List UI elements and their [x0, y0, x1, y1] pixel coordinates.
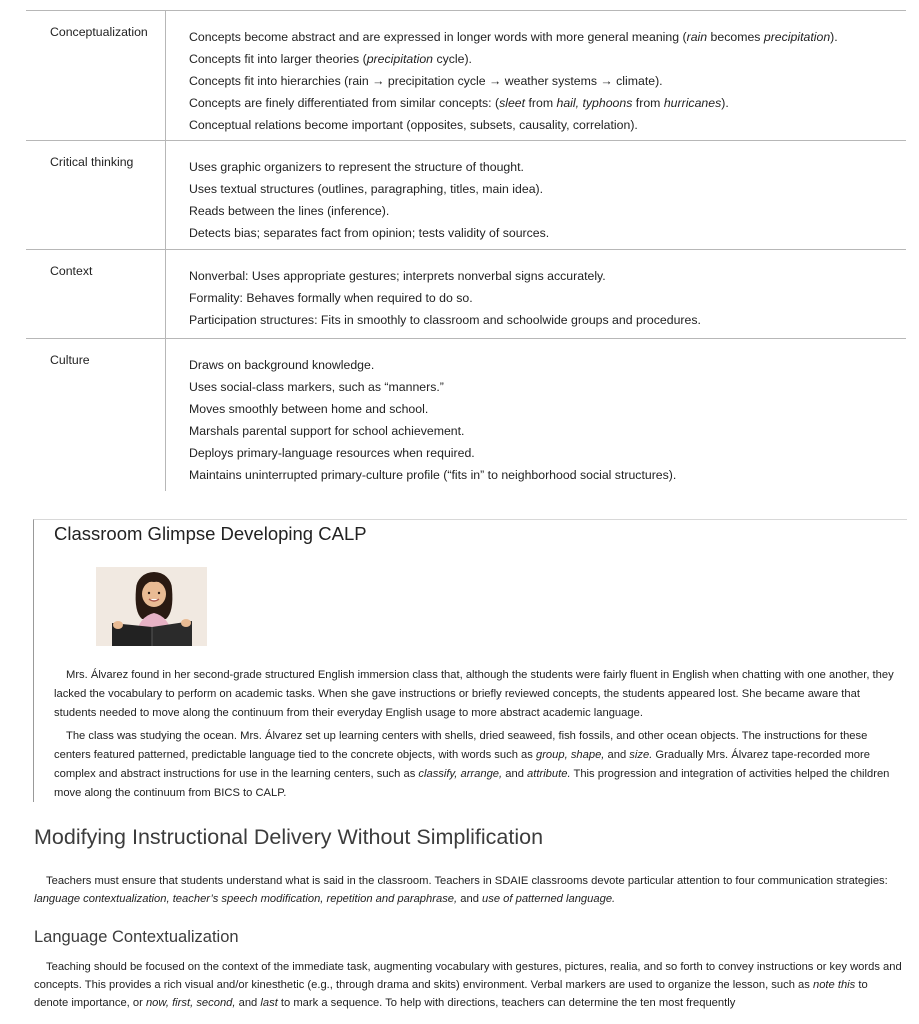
row-items [166, 339, 676, 491]
row-item: Moves smoothly between home and school. [189, 402, 429, 416]
source-line [0, 0, 1, 1]
row-item: Nonverbal: Uses appropriate gestures; interprets nonverbal signs accurately. [189, 269, 606, 283]
row-item: Conceptual relations become important (opposites, subsets, causality, correlation). [189, 118, 638, 132]
row-item: Detects bias; separates fact from opinion; tests validity of sources. [189, 226, 550, 240]
girl-reading-photo [96, 567, 207, 646]
row-category: Critical thinking [26, 141, 166, 249]
row-item: Concepts fit into larger theories (precipitation cycle). [189, 52, 472, 66]
text-run-italic: attribute. [527, 768, 571, 780]
text-run: Teachers must ensure that students understand what is said in the classroom. Teachers in SDAIE classrooms devote particular attention to four communication strategies: [46, 875, 888, 887]
table-row [26, 250, 906, 339]
section-heading: Modifying Instructional Delivery Without Simplification [34, 825, 544, 849]
section-paragraph-1 [34, 872, 904, 908]
text-run-italic: note this [812, 979, 856, 991]
row-item: Deploys primary-language resources when required. [189, 446, 475, 460]
text-run: The class was studying the ocean. Mrs. Álvarez set up learning centers with shells, dried seaweed, fish fossils, and other ocean objects. The instructions for these centers featured patterned, predictable language tied to the concrete objects, with words such as [54, 730, 868, 761]
table-row [26, 11, 906, 141]
row-item: Concepts become abstract and are expressed in longer words with more general meaning (rain becomes precipitation). [189, 30, 838, 44]
text-run: Gradually Mrs. Álvarez tape-recorded more complex and abstract instructions for use in the learning centers, such as [54, 749, 870, 780]
row-item: Uses textual structures (outlines, paragraphing, titles, main idea). [189, 182, 544, 196]
text-run: and [604, 749, 630, 761]
text-run: to mark a sequence. To help with directions, teachers can determine the ten most frequently [277, 997, 736, 1009]
row-category: Conceptualization [26, 11, 166, 140]
row-item: Marshals parental support for school achievement. [189, 424, 465, 438]
calp-table [26, 11, 906, 491]
row-item: Concepts are finely differentiated from similar concepts: (sleet from hail, typhoons from hurricanes). [189, 96, 729, 110]
table-row [26, 141, 906, 250]
row-item: Participation structures: Fits in smoothly to classroom and schoolwide groups and procedures. [189, 313, 701, 327]
classroom-glimpse-box [33, 519, 907, 802]
section-paragraph-2 [34, 958, 904, 1012]
row-category: Culture [26, 339, 166, 491]
text-run-italic: now, first, second, [145, 997, 236, 1009]
text-run-italic: language contextualization, teacher’s speech modification, repetition and paraphrase, [34, 893, 458, 905]
text-run: to denote importance, or [34, 979, 868, 1009]
row-item: Uses graphic organizers to represent the structure of thought. [189, 160, 524, 174]
row-item: Reads between the lines (inference). [189, 204, 390, 218]
glimpse-paragraph-2 [54, 727, 894, 803]
text-run: and [457, 893, 483, 905]
table-row [26, 339, 906, 491]
row-item: Formality: Behaves formally when required to do so. [189, 291, 473, 305]
text-run: Teaching should be focused on the context of the immediate task, augmenting vocabulary with gestures, pictures, realia, and so forth to convey instructions or key words and concepts. This provides a rich visual and/or kinesthetic (e.g., through drama and skits) environment. Verbal markers are used to organize the lesson, such as [34, 961, 902, 991]
text-run-italic: classify, arrange, [418, 768, 503, 780]
row-items [166, 11, 838, 140]
row-category: Context [26, 250, 166, 338]
text-run-italic: group, shape, [535, 749, 605, 761]
subsection-heading: Language Contextualization [34, 928, 239, 946]
text-run-italic: size. [629, 749, 653, 761]
row-item: Concepts fit into hierarchies (rain → precipitation cycle → weather systems → climate). [189, 74, 663, 88]
row-item: Uses social-class markers, such as “manners.” [189, 380, 444, 394]
row-items [166, 141, 549, 249]
text-run: This progression and integration of activities helped the children move along the continuum from BICS to CALP. [54, 768, 890, 799]
glimpse-paragraph-1: Mrs. Álvarez found in her second-grade structured English immersion class that, although the students were fairly fluent in English when chatting with one another, they lacked the vocabulary to perform on academic tasks. When she gave instructions or briefly reviewed concepts, the students appeared lost. She became aware that students needed to move along the continuum from their everyday English usage to more abstract academic language. [54, 669, 894, 719]
row-item: Draws on background knowledge. [189, 358, 375, 372]
row-item: Maintains uninterrupted primary-culture profile (“fits in” to neighborhood social structures). [189, 468, 677, 482]
text-run: and [235, 997, 261, 1009]
glimpse-title: Classroom Glimpse Developing CALP [54, 523, 367, 544]
row-items [166, 250, 701, 338]
rich-line-sources [0, 0, 1, 1]
text-run-italic: last [260, 997, 278, 1009]
text-run-italic: use of patterned language. [482, 893, 616, 905]
text-run: and [502, 768, 528, 780]
